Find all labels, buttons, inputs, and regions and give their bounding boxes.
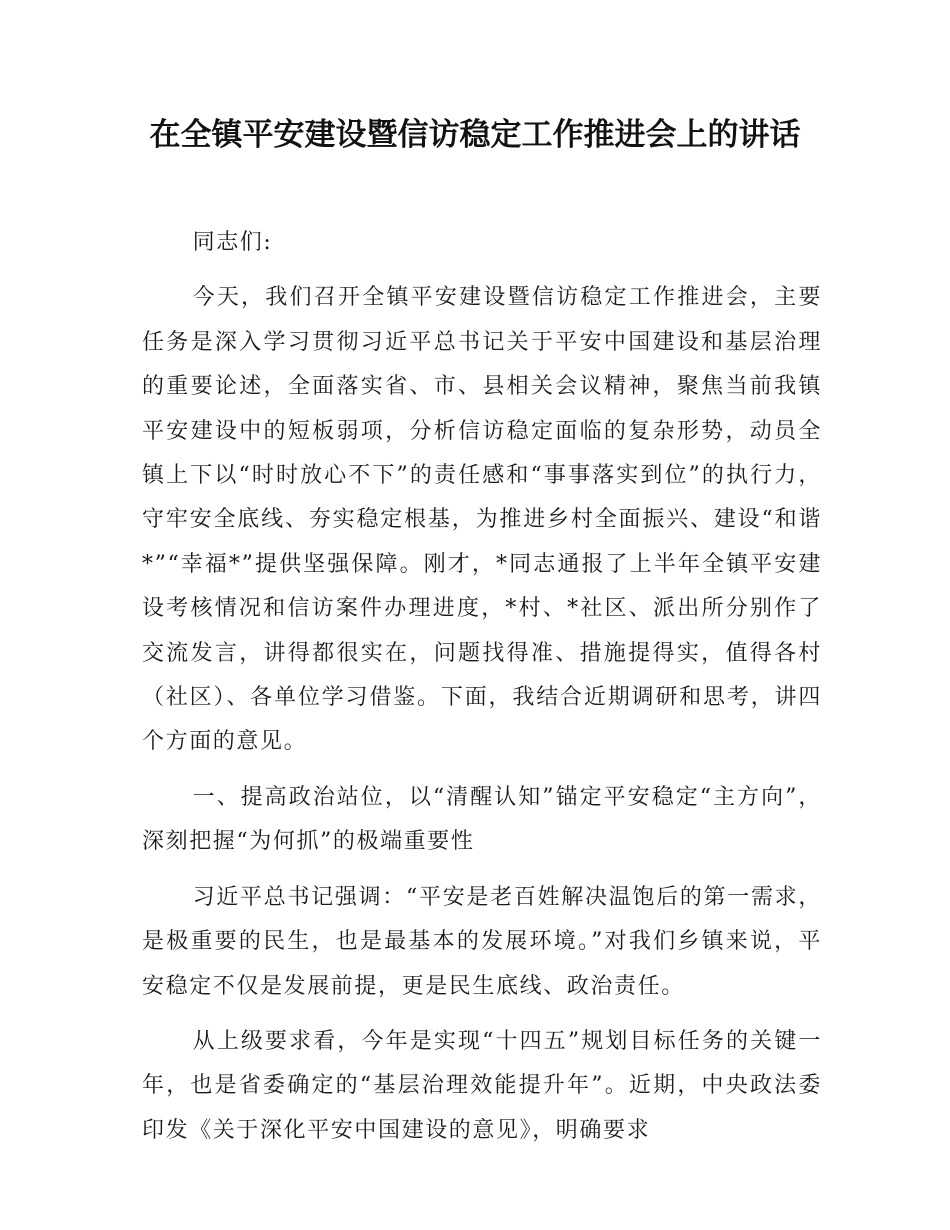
section-heading-1: 一、提高政治站位，以“清醒认知”锚定平安稳定“主方向”，深刻把握“为何抓”的极端重要性 [142, 784, 822, 855]
document-body [142, 221, 822, 1164]
document-title: 在全镇平安建设暨信访稳定工作推进会上的讲话 [149, 117, 801, 153]
paragraph-intro: 今天，我们召开全镇平安建设暨信访稳定工作推进会，主要任务是深入学习贯彻习近平总书记关于平安中国建设和基层治理的重要论述，全面落实省、市、县相关会议精神，聚焦当前我镇平安建设中的短板弱项，分析信访稳定面临的复杂形势，动员全镇上下以“时时放心不下”的责任感和“事事落实到位”的执行力，守牢安全底线、夯实稳定根基，为推进乡村全面振兴、建设“和谐*”“幸福*”提供坚强保障。刚才，*同志通报了上半年全镇平安建设考核情况和信访案件办理进度，*村、*社区、派出所分别作了交流发言，讲得都很实在，问题找得准、措施提得实，值得各村（社区）、各单位学习借鉴。下面，我结合近期调研和思考，讲四个方面的意见。 [142, 285, 822, 755]
paragraph-quote: 习近平总书记强调：“平安是老百姓解决温饱后的第一需求，是极重要的民生，也是最基本的发展环境。”对我们乡镇来说，平安稳定不仅是发展前提，更是民生底线、政治责任。 [142, 884, 822, 999]
salutation: 同志们: [192, 230, 273, 255]
paragraph-requirements: 从上级要求看，今年是实现“十四五”规划目标任务的关键一年，也是省委确定的“基层治理效能提升年”。近期，中央政法委印发《关于深化平安中国建设的意见》，明确要求 [142, 1028, 822, 1143]
